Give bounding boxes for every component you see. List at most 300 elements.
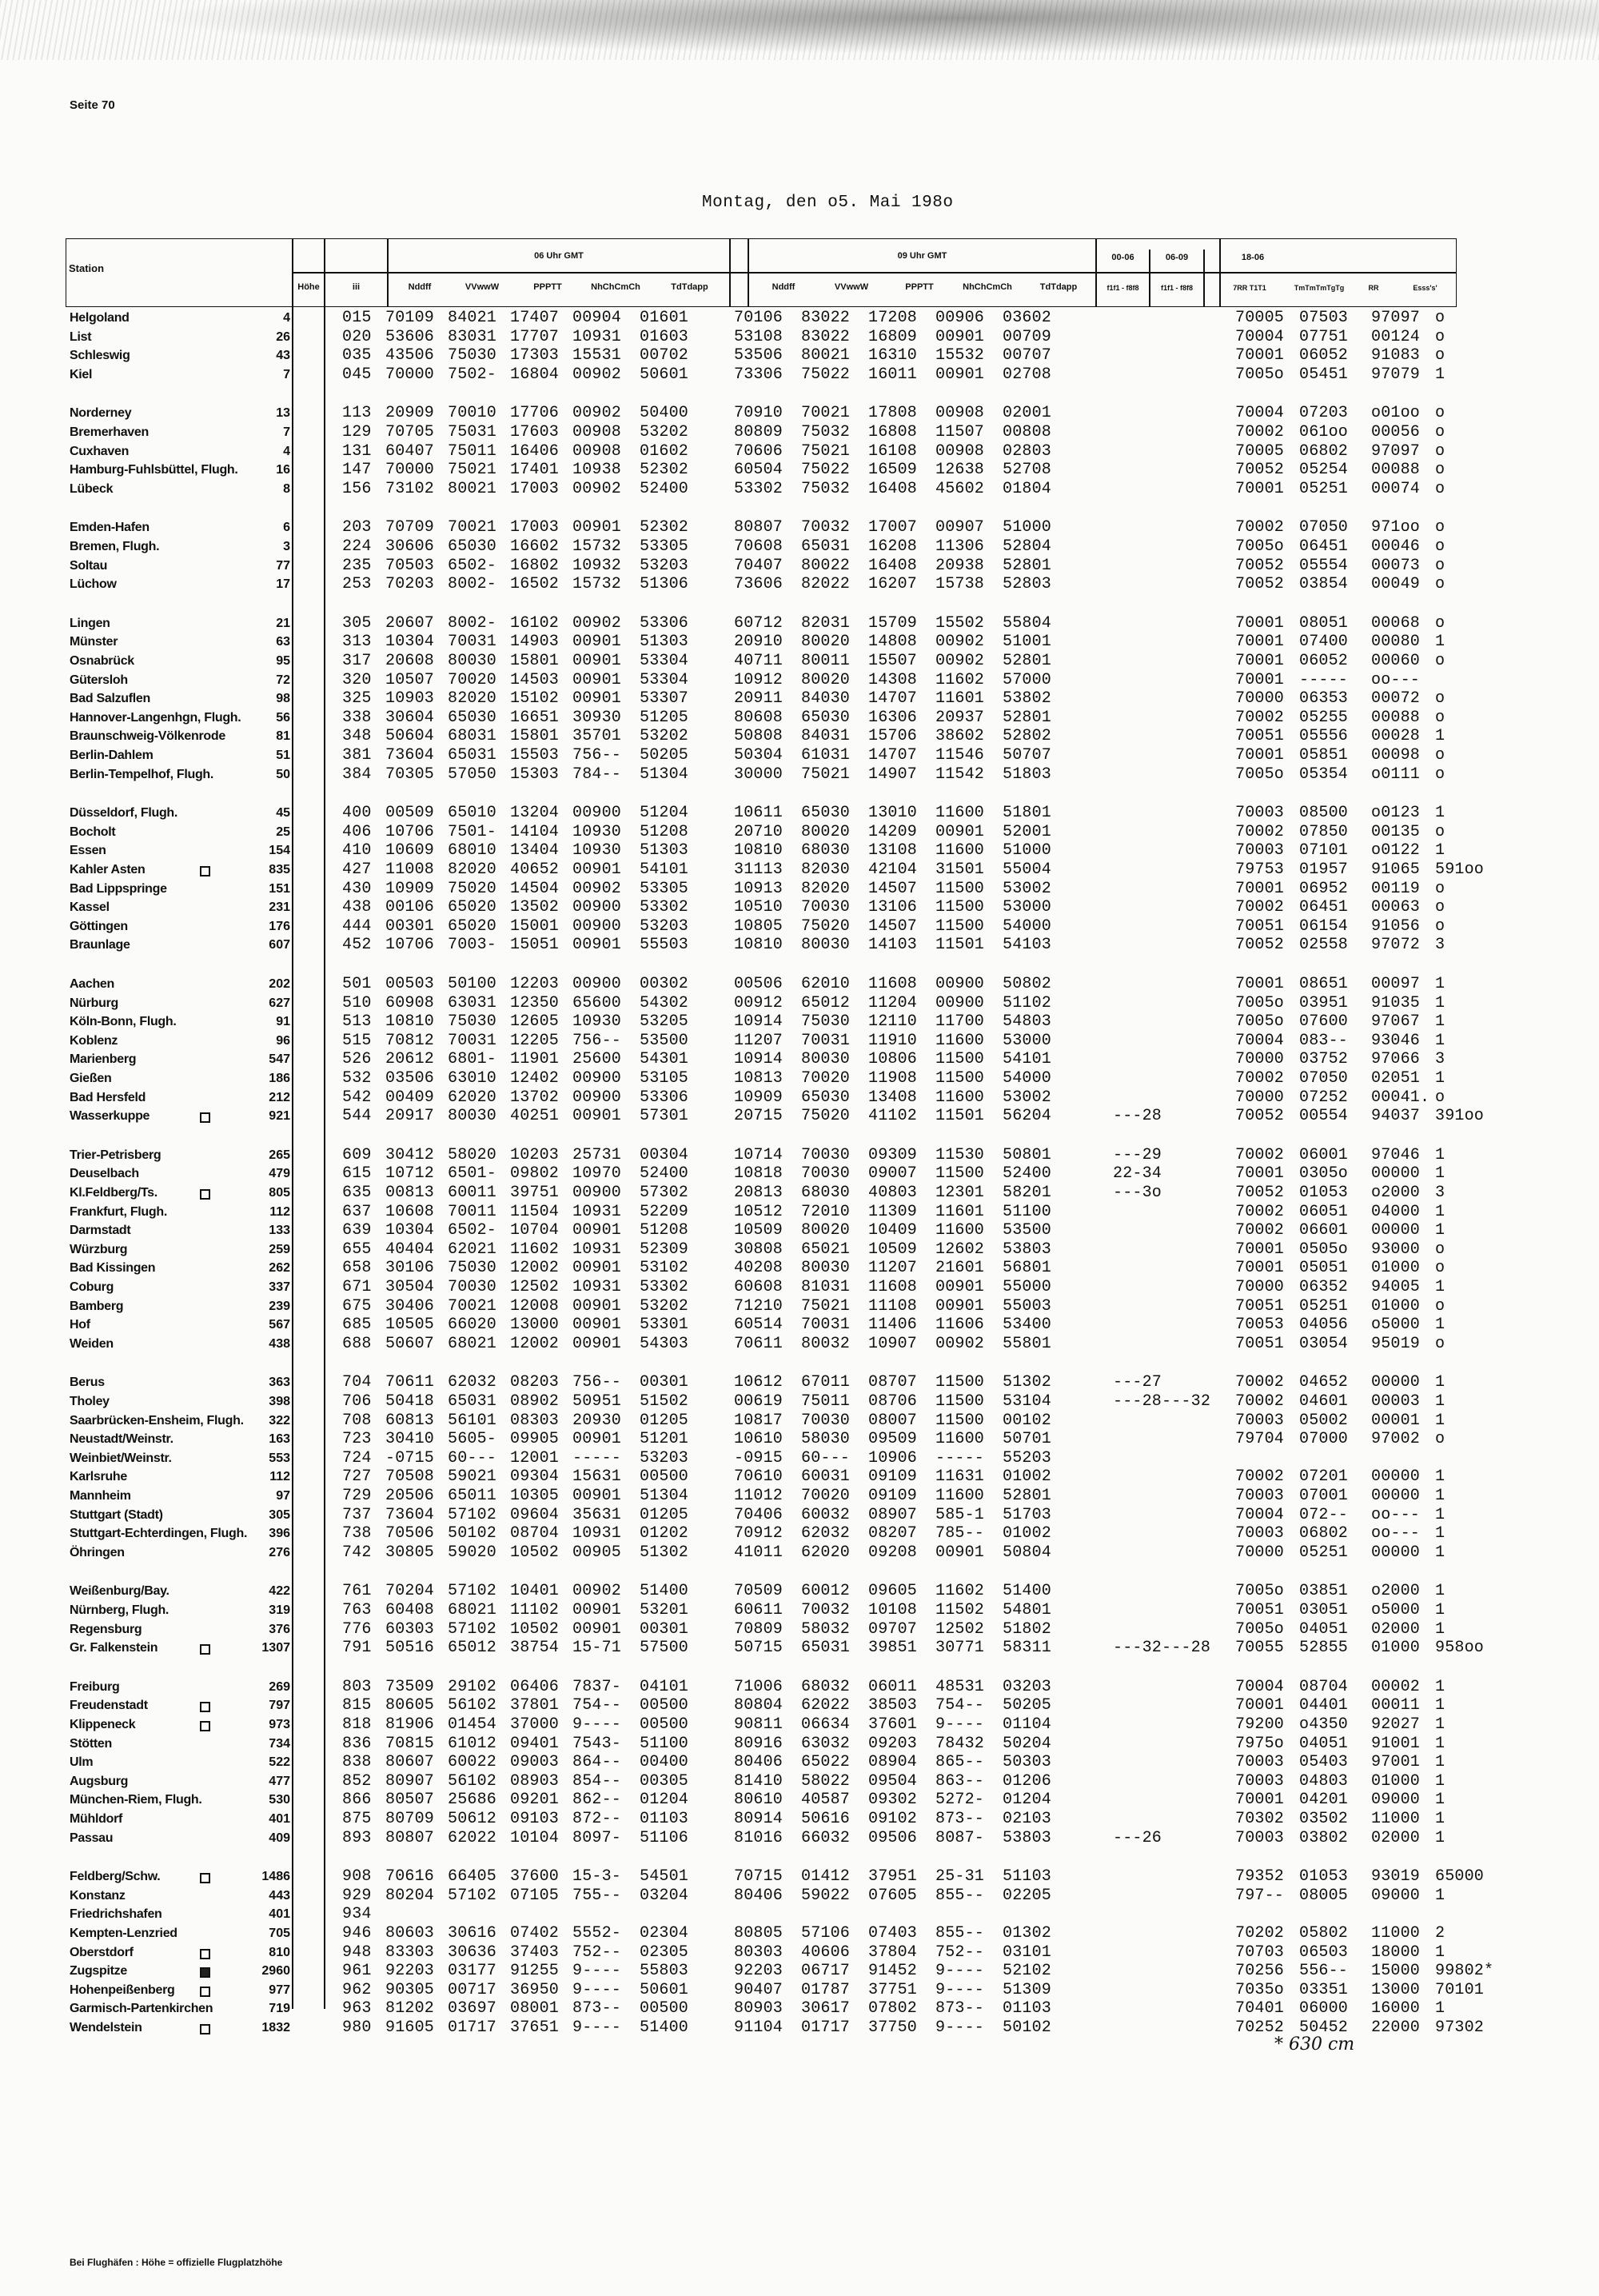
obs-06-value: 03506 <box>385 1069 435 1088</box>
obs-09-value: 62010 <box>801 975 851 993</box>
obs-09-value: 31501 <box>935 861 985 879</box>
obs-06-value: 30412 <box>385 1146 435 1164</box>
obs-06-value: 6502- <box>448 557 497 575</box>
obs-09-value: 70406 <box>734 1506 784 1524</box>
obs-09-value: 10914 <box>734 1012 784 1031</box>
obs-09-value: 75020 <box>801 917 851 936</box>
obs-06-value: 13204 <box>510 804 560 822</box>
obs-09-value: 00902 <box>935 1335 985 1353</box>
period-value: 70000 <box>1235 1278 1285 1296</box>
obs-09-value: 03602 <box>1003 309 1052 327</box>
period-value: o0123 <box>1371 804 1421 822</box>
table-row <box>0 1678 1599 1696</box>
obs-06-value: 00901 <box>572 652 622 670</box>
station-height: 21 <box>276 617 290 630</box>
table-row <box>0 1430 1599 1448</box>
obs-09-value: 42104 <box>868 861 918 879</box>
station-height: 522 <box>269 1755 290 1769</box>
station-name: Kl.Feldberg/Ts. <box>70 1186 158 1200</box>
table-row <box>0 614 1599 633</box>
period-value: 00135 <box>1371 823 1421 841</box>
obs-06-value: 65030 <box>448 709 497 727</box>
obs-06-value: 65010 <box>448 804 497 822</box>
obs-06-value: 6801- <box>448 1050 497 1068</box>
obs-09-value: 754-- <box>935 1696 985 1715</box>
period-value: 05556 <box>1299 727 1349 745</box>
period-value: 00074 <box>1371 480 1421 498</box>
obs-06-value: 29102 <box>448 1678 497 1696</box>
obs-06-value: 00409 <box>385 1088 435 1107</box>
period-value: 79704 <box>1235 1430 1285 1448</box>
station-name: Freudenstadt <box>70 1699 148 1712</box>
table-row <box>0 1696 1599 1715</box>
station-index: 444 <box>342 917 372 936</box>
obs-06-value: 80204 <box>385 1887 435 1905</box>
period-value: 7005o <box>1235 1620 1285 1639</box>
period-value: 97097 <box>1371 442 1421 461</box>
obs-06-value: 6502- <box>448 1221 497 1240</box>
period-value: 05451 <box>1299 365 1349 384</box>
obs-09-value: 80406 <box>734 1887 784 1905</box>
obs-09-value: 53104 <box>1003 1392 1052 1411</box>
obs-06-value: 51303 <box>640 841 689 860</box>
header-tx: 7RR T1T1 <box>1233 284 1266 292</box>
period-value: 70055 <box>1235 1639 1285 1657</box>
obs-09-value: 53802 <box>1003 689 1052 708</box>
station-name: Gr. Falkenstein <box>70 1641 158 1655</box>
obs-09-value: 53002 <box>1003 880 1052 898</box>
obs-06-value: 25600 <box>572 1050 622 1068</box>
obs-06-value: 00902 <box>572 880 622 898</box>
obs-06-value: 30636 <box>448 1943 497 1962</box>
obs-06-value: 56101 <box>448 1412 497 1430</box>
period-value: 02051 <box>1371 1069 1421 1088</box>
obs-09-value: 51803 <box>1003 765 1052 784</box>
obs-09-value: 75022 <box>801 461 851 479</box>
obs-06-value: 15503 <box>510 746 560 765</box>
period-value: o <box>1435 442 1445 461</box>
obs-06-value: 00702 <box>640 346 689 365</box>
period-value: 03951 <box>1299 994 1349 1012</box>
obs-06-value: 53203 <box>640 917 689 936</box>
obs-06-value: 30106 <box>385 1259 435 1277</box>
obs-09-value: 60012 <box>801 1582 851 1600</box>
station-height: 477 <box>269 1775 290 1788</box>
station-height: 50 <box>276 768 290 781</box>
station-height: 96 <box>276 1034 290 1048</box>
obs-09-value: 50802 <box>1003 975 1052 993</box>
station-index: 637 <box>342 1203 372 1221</box>
obs-09-value: 51400 <box>1003 1582 1052 1600</box>
obs-09-value: 11306 <box>935 537 985 556</box>
period-value: 1 <box>1435 1887 1445 1905</box>
obs-09-value: 14808 <box>868 633 918 651</box>
obs-09-value: 03203 <box>1003 1678 1052 1696</box>
station-height: 17 <box>276 577 290 591</box>
obs-09-value: 58022 <box>801 1772 851 1791</box>
obs-06-value: 15102 <box>510 689 560 708</box>
obs-09-value: 585-1 <box>935 1506 985 1524</box>
obs-09-value: 91104 <box>734 2018 784 2037</box>
period-value: 70052 <box>1235 575 1285 593</box>
period-value: 797-- <box>1235 1887 1285 1905</box>
obs-09-value: 82031 <box>801 614 851 633</box>
obs-09-value: 83022 <box>801 309 851 327</box>
period-value: 00049 <box>1371 575 1421 593</box>
obs-06-value: 51208 <box>640 1221 689 1240</box>
obs-06-value: 00900 <box>572 1088 622 1107</box>
obs-06-value: 09003 <box>510 1753 560 1771</box>
period-value: 05255 <box>1299 709 1349 727</box>
table-row <box>0 461 1599 479</box>
obs-06-value: 12205 <box>510 1032 560 1050</box>
period-value: 05051 <box>1299 1259 1349 1277</box>
table-row <box>0 1050 1599 1068</box>
station-height: 186 <box>269 1072 290 1085</box>
obs-09-value: 02205 <box>1003 1887 1052 1905</box>
obs-06-value: 00901 <box>572 936 622 954</box>
station-index: 020 <box>342 328 372 346</box>
table-row <box>0 1184 1599 1202</box>
period-value: 07400 <box>1299 633 1349 651</box>
obs-09-value: 81410 <box>734 1772 784 1791</box>
obs-06-value: 80807 <box>385 1829 435 1847</box>
obs-06-value: 52302 <box>640 461 689 479</box>
period-value: 03854 <box>1299 575 1349 593</box>
obs-06-value: 53305 <box>640 880 689 898</box>
obs-09-value: 20715 <box>734 1107 784 1125</box>
obs-06-value: 51400 <box>640 2018 689 2037</box>
station-index: 113 <box>342 404 372 422</box>
obs-09-value: ----- <box>935 1449 985 1467</box>
obs-09-value: 01206 <box>1003 1772 1052 1791</box>
period-value: 0505o <box>1299 1240 1349 1259</box>
obs-06-value: 91255 <box>510 1962 560 1980</box>
table-row <box>0 880 1599 898</box>
obs-09-value: 80608 <box>734 709 784 727</box>
period-value: 1 <box>1435 1203 1445 1221</box>
obs-06-value: 51205 <box>640 709 689 727</box>
obs-09-value: 53400 <box>1003 1316 1052 1334</box>
obs-06-value: 01204 <box>640 1791 689 1809</box>
obs-06-value: 37801 <box>510 1696 560 1715</box>
obs-06-value: 00901 <box>572 1316 622 1334</box>
station-index: 836 <box>342 1735 372 1753</box>
obs-09-value: 11507 <box>935 423 985 441</box>
station-height: 973 <box>269 1718 290 1731</box>
scan-noise <box>0 0 1599 60</box>
obs-06-value: 00901 <box>572 1601 622 1619</box>
period-value: o <box>1435 614 1445 633</box>
obs-09-value: 10612 <box>734 1373 784 1392</box>
obs-06-value: 17603 <box>510 423 560 441</box>
period-value: 1 <box>1435 1999 1445 2018</box>
table-row <box>0 575 1599 593</box>
period-value: 0305o <box>1299 1164 1349 1183</box>
obs-06-value: 00908 <box>572 423 622 441</box>
table-row <box>0 1316 1599 1334</box>
obs-06-value: 755-- <box>572 1887 622 1905</box>
obs-06-value: 02305 <box>640 1943 689 1962</box>
obs-06-value: 11008 <box>385 861 435 879</box>
station-index: 526 <box>342 1050 372 1068</box>
table-row <box>0 1373 1599 1392</box>
obs-09-value: 30617 <box>801 1999 851 2018</box>
obs-09-value: 11600 <box>935 841 985 860</box>
station-index: 852 <box>342 1772 372 1791</box>
period-value: o <box>1435 689 1445 708</box>
obs-06-value: 58020 <box>448 1146 497 1164</box>
period-value: 70003 <box>1235 804 1285 822</box>
period-value: 15000 <box>1371 1962 1421 1980</box>
station-name: Weinbiet/Weinstr. <box>70 1451 172 1465</box>
obs-06-value: 756-- <box>572 1032 622 1050</box>
period-value: 05554 <box>1299 557 1349 575</box>
obs-06-value: 00901 <box>572 1221 622 1240</box>
obs-09-value: 13010 <box>868 804 918 822</box>
obs-06-value: 53105 <box>640 1069 689 1088</box>
station-index: 685 <box>342 1316 372 1334</box>
obs-06-value: 17003 <box>510 518 560 537</box>
table-row <box>0 423 1599 441</box>
table-row <box>0 1487 1599 1505</box>
obs-06-value: 53203 <box>640 557 689 575</box>
obs-06-value: 00901 <box>572 1487 622 1505</box>
table-row <box>0 1582 1599 1600</box>
period-value: 1 <box>1435 841 1445 860</box>
period-value: 70004 <box>1235 1032 1285 1050</box>
obs-09-value: 62032 <box>801 1524 851 1543</box>
obs-09-value: 15709 <box>868 614 918 633</box>
period-value: 94005 <box>1371 1278 1421 1296</box>
obs-09-value: 62020 <box>801 1543 851 1562</box>
obs-06-value: 70815 <box>385 1735 435 1753</box>
obs-09-value: 15706 <box>868 727 918 745</box>
station-index: 430 <box>342 880 372 898</box>
station-index: 320 <box>342 671 372 689</box>
obs-09-value: 11204 <box>868 994 918 1012</box>
table-row <box>0 1924 1599 1943</box>
period-value: 08704 <box>1299 1678 1349 1696</box>
obs-09-value: 01204 <box>1003 1791 1052 1809</box>
obs-09-value: 60--- <box>801 1449 851 1467</box>
obs-06-value: 70616 <box>385 1867 435 1886</box>
obs-06-value: 10502 <box>510 1620 560 1639</box>
obs-06-value: 12605 <box>510 1012 560 1031</box>
station-name: Hamburg-Fuhlsbüttel, Flugh. <box>70 463 238 477</box>
period-value: 03351 <box>1299 1981 1349 1999</box>
period-value: 04056 <box>1299 1316 1349 1334</box>
gust-value: ---29 <box>1113 1146 1162 1164</box>
obs-06-value: 53606 <box>385 328 435 346</box>
period-value: 1 <box>1435 975 1445 993</box>
obs-09-value: 58030 <box>801 1430 851 1448</box>
obs-06-value: 00900 <box>572 804 622 822</box>
station-name: Ulm <box>70 1755 94 1769</box>
period-value: 00000 <box>1371 1164 1421 1183</box>
period-value: o <box>1435 1259 1445 1277</box>
obs-09-value: 37750 <box>868 2018 918 2037</box>
obs-09-value: 60032 <box>801 1506 851 1524</box>
table-row <box>0 1735 1599 1753</box>
obs-06-value: 53306 <box>640 614 689 633</box>
obs-09-value: 57106 <box>801 1924 851 1943</box>
station-index: 542 <box>342 1088 372 1107</box>
period-value: 1 <box>1435 365 1445 384</box>
station-height: 1307 <box>261 1641 290 1655</box>
station-name: Bad Hersfeld <box>70 1091 146 1104</box>
table-row <box>0 1791 1599 1809</box>
obs-09-value: 50303 <box>1003 1753 1052 1771</box>
obs-09-value: 92203 <box>734 1962 784 1980</box>
station-index: 513 <box>342 1012 372 1031</box>
obs-09-value: 70910 <box>734 404 784 422</box>
period-value: 92027 <box>1371 1715 1421 1734</box>
obs-06-value: 55803 <box>640 1962 689 1980</box>
obs-06-value: 15631 <box>572 1467 622 1486</box>
station-height: 13 <box>276 406 290 420</box>
station-height: 133 <box>269 1224 290 1237</box>
table-row <box>0 518 1599 537</box>
obs-06-value: 25686 <box>448 1791 497 1809</box>
obs-06-value: 00900 <box>572 917 622 936</box>
table-row <box>0 1467 1599 1486</box>
obs-06-value: 00503 <box>385 975 435 993</box>
obs-09-value: 65012 <box>801 994 851 1012</box>
station-height: 163 <box>269 1432 290 1446</box>
station-name: Kempten-Lenzried <box>70 1927 177 1940</box>
obs-06-value: 14104 <box>510 823 560 841</box>
station-index: 738 <box>342 1524 372 1543</box>
period-value: 70004 <box>1235 1678 1285 1696</box>
period-value: o <box>1435 880 1445 898</box>
obs-09-value: 30771 <box>935 1639 985 1657</box>
obs-09-value: 08007 <box>868 1412 918 1430</box>
period-value: 70052 <box>1235 1184 1285 1202</box>
obs-06-value: 10203 <box>510 1146 560 1164</box>
obs-06-value: 13702 <box>510 1088 560 1107</box>
period-value: 01000 <box>1371 1297 1421 1316</box>
period-value: 1 <box>1435 1735 1445 1753</box>
obs-09-value: 80804 <box>734 1696 784 1715</box>
obs-09-value: 20938 <box>935 557 985 575</box>
station-height: 97 <box>276 1489 290 1503</box>
obs-09-value: 53002 <box>1003 1088 1052 1107</box>
gust-value: ---28---32 <box>1113 1392 1211 1411</box>
period-value: 70005 <box>1235 309 1285 327</box>
obs-09-value: 00901 <box>935 1297 985 1316</box>
period-value: 70001 <box>1235 480 1285 498</box>
obs-06-value: 7543- <box>572 1735 622 1753</box>
obs-09-value: 11309 <box>868 1203 918 1221</box>
station-height: 63 <box>276 635 290 649</box>
obs-06-value: 00400 <box>640 1753 689 1771</box>
obs-06-value: 15-3- <box>572 1867 622 1886</box>
obs-09-value: 10818 <box>734 1164 784 1183</box>
obs-06-value: 04101 <box>640 1678 689 1696</box>
station-height: 8 <box>283 482 290 496</box>
obs-06-value: 56102 <box>448 1772 497 1791</box>
period-value: 70003 <box>1235 1487 1285 1505</box>
station-index: 675 <box>342 1297 372 1316</box>
station-index: 156 <box>342 480 372 498</box>
period-value: 05354 <box>1299 765 1349 784</box>
period-value: 1 <box>1435 1829 1445 1847</box>
obs-06-value: 00509 <box>385 804 435 822</box>
period-value: 08051 <box>1299 614 1349 633</box>
station-index: 658 <box>342 1259 372 1277</box>
station-index: 131 <box>342 442 372 461</box>
obs-06-value: 00901 <box>572 633 622 651</box>
period-value: 97001 <box>1371 1753 1421 1771</box>
period-value: 70000 <box>1235 1543 1285 1562</box>
table-row <box>0 804 1599 822</box>
period-value: 70401 <box>1235 1999 1285 2018</box>
period-value: o0122 <box>1371 841 1421 860</box>
obs-06-value: 15801 <box>510 652 560 670</box>
obs-09-value: 10813 <box>734 1069 784 1088</box>
obs-09-value: 80903 <box>734 1999 784 2018</box>
period-value: o4350 <box>1299 1715 1349 1734</box>
obs-09-value: 70606 <box>734 442 784 461</box>
table-row <box>0 765 1599 784</box>
station-index: 410 <box>342 841 372 860</box>
period-value: 07252 <box>1299 1088 1349 1107</box>
obs-06-value: 15732 <box>572 575 622 593</box>
obs-06-value: 17401 <box>510 461 560 479</box>
header-midline <box>292 272 1457 274</box>
table-row <box>0 823 1599 841</box>
obs-06-value: 70506 <box>385 1524 435 1543</box>
station-index: 742 <box>342 1543 372 1562</box>
obs-09-value: 9---- <box>935 1715 985 1734</box>
station-name: Kiel <box>70 368 93 381</box>
period-value: 97066 <box>1371 1050 1421 1068</box>
obs-06-value: 80605 <box>385 1696 435 1715</box>
obs-09-value: 09109 <box>868 1487 918 1505</box>
period-value: 70003 <box>1235 1753 1285 1771</box>
station-index: 671 <box>342 1278 372 1296</box>
obs-06-value: 752-- <box>572 1943 622 1962</box>
obs-06-value: 15303 <box>510 765 560 784</box>
obs-09-value: 14707 <box>868 689 918 708</box>
obs-06-value: 00901 <box>572 671 622 689</box>
obs-06-value: 37600 <box>510 1867 560 1886</box>
table-row <box>0 709 1599 727</box>
station-name: Kahler Asten <box>70 863 146 876</box>
obs-06-value: 00901 <box>572 689 622 708</box>
obs-09-value: 01717 <box>801 2018 851 2037</box>
obs-06-value: 00304 <box>640 1146 689 1164</box>
period-value: 70001 <box>1235 880 1285 898</box>
obs-06-value: 70020 <box>448 671 497 689</box>
period-value: 70052 <box>1235 461 1285 479</box>
obs-06-value: 37651 <box>510 2018 560 2037</box>
period-value: 00554 <box>1299 1107 1349 1125</box>
table-row <box>0 689 1599 708</box>
obs-09-value: 75022 <box>801 365 851 384</box>
period-value: 03802 <box>1299 1829 1349 1847</box>
obs-09-value: 55801 <box>1003 1335 1052 1353</box>
obs-06-value: 70709 <box>385 518 435 537</box>
period-value: 1 <box>1435 1221 1445 1240</box>
obs-09-value: 10509 <box>868 1240 918 1259</box>
obs-09-value: 02708 <box>1003 365 1052 384</box>
obs-09-value: 11012 <box>734 1487 784 1505</box>
station-name: Tholey <box>70 1395 110 1408</box>
period-value: 061oo <box>1299 423 1349 441</box>
station-name: Deuselbach <box>70 1167 139 1180</box>
